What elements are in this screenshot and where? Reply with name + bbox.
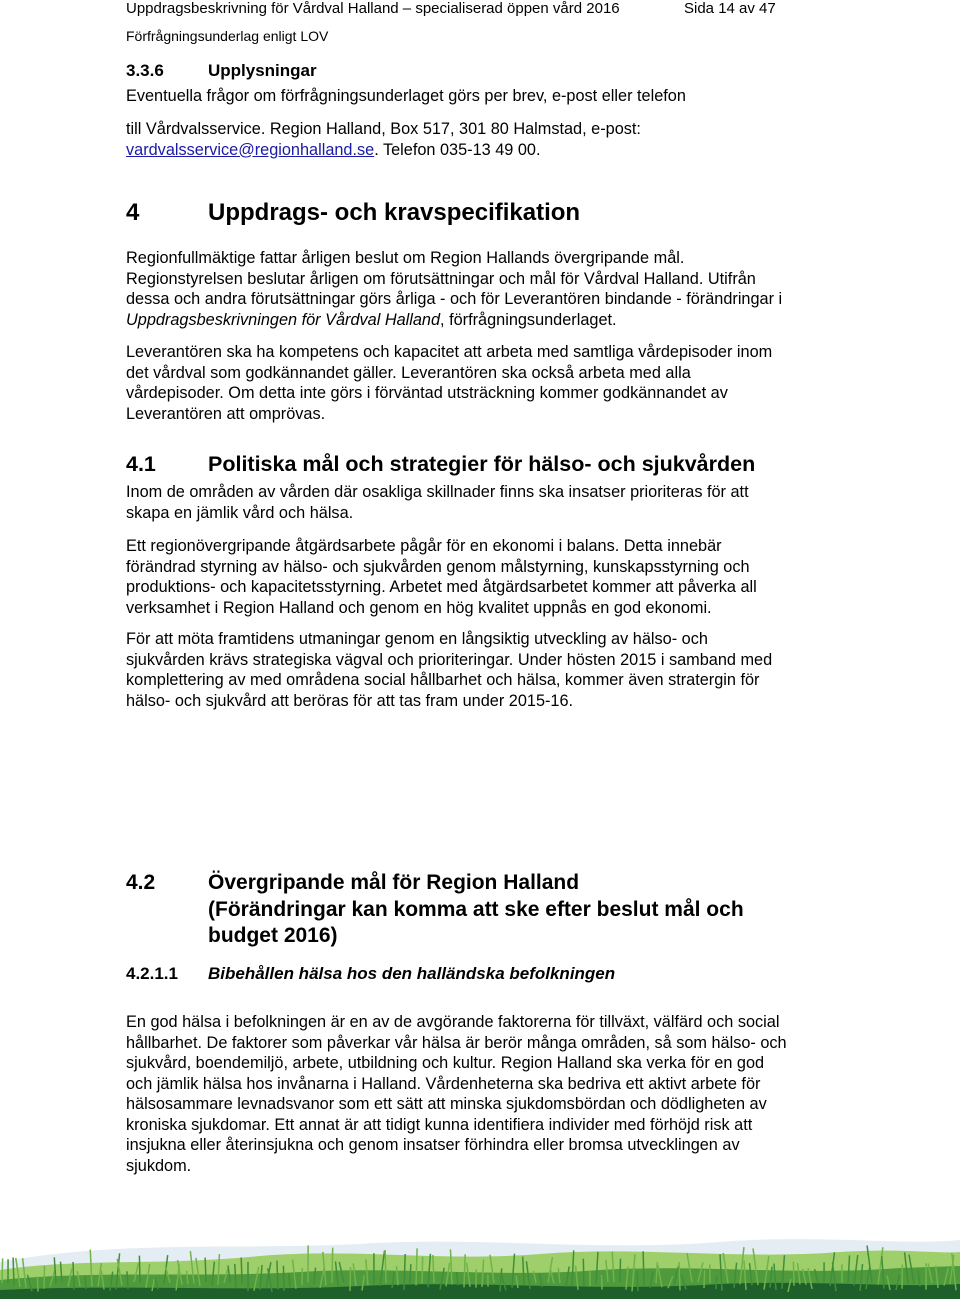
- section-title: [208, 870, 868, 950]
- document-title-italic: Uppdragsbeskrivningen för Vårdval Halland: [126, 310, 441, 329]
- section-title-line: (Förändringar kan komma att ske efter beslut mål och: [208, 897, 744, 921]
- paragraph-line: verksamhet i Region Halland och genom en hög kvalitet uppnås en god ekonomi.: [126, 598, 712, 617]
- header-title: Uppdragsbeskrivning för Vårdval Halland – specialiserad öppen vård 2016: [126, 0, 620, 17]
- paragraph-line: dessa och andra förutsättningar görs årliga - och för Leverantören bindande - förändringar i: [126, 290, 783, 308]
- grass-blade: [716, 1276, 717, 1289]
- contact-line: [126, 140, 846, 161]
- paragraph-line: En god hälsa i befolkningen är en av de avgörande faktorerna för tillväxt, välfärd och social: [126, 1013, 780, 1031]
- grass-blade: [583, 1259, 584, 1287]
- grass-blade: [679, 1262, 680, 1290]
- grass-blade: [643, 1251, 644, 1286]
- paragraph-line: Inom de områden av vården där osakliga skillnader finns ska insatser prioriteras för att: [126, 483, 749, 501]
- section-3-3-6-body: [126, 86, 846, 107]
- paragraph-line: kroniska sjukdomar. Ett annat är att tidigt kunna identifiera individer med förhöjd risk att: [126, 1115, 753, 1134]
- paragraph-line: hållbarhet. De faktorer som påverkar vår hälsa är berör många områden, så som hälso- och: [126, 1033, 787, 1052]
- paragraph-line: sjukvården krävs strategiska vägval och prioriteringar. Under hösten 2015 i samband med: [126, 650, 773, 669]
- paragraph-line: sjukvård, boendemiljö, arbete, utbildning och kultur. Region Halland ska verka för en god: [126, 1054, 765, 1072]
- paragraph-line: skapa en jämlik vård och hälsa.: [126, 503, 354, 522]
- paragraph-line-end: , förfrågningsunderlaget.: [440, 310, 617, 329]
- header-page-number: Sida 14 av 47: [684, 0, 776, 17]
- section-4-paragraph-2: [126, 342, 846, 424]
- grass-blade: [205, 1258, 206, 1282]
- grass-blade: [283, 1266, 284, 1291]
- paragraph-line: komplettering av med områdena social hållbarhet och hälsa, kommer även stratergin för: [126, 671, 760, 689]
- section-4-1-paragraph-1: [126, 482, 846, 523]
- section-4-heading: [126, 199, 580, 227]
- grass-blade: [704, 1270, 705, 1288]
- section-3-3-6-contact: [126, 119, 846, 160]
- paragraph-line: För att möta framtidens utmaningar genom en långsiktig utveckling av hälso- och: [126, 630, 708, 648]
- section-title: Bibehållen hälsa hos den halländska befolkningen: [208, 964, 616, 983]
- grass-blade: [385, 1250, 386, 1283]
- grass-blade: [73, 1262, 74, 1290]
- section-number: 4.2: [126, 871, 156, 894]
- section-4-1-heading: [126, 450, 755, 478]
- section-4-1-paragraph-3: [126, 629, 846, 711]
- paragraph-line: Regionstyrelsen beslutar årligen om förutsättningar och mål för Vårdval Halland. Utifrån: [126, 269, 756, 288]
- section-4-paragraph-1: [126, 248, 846, 330]
- section-number: 4: [126, 199, 140, 226]
- paragraph-line: Leverantören att omprövas.: [126, 404, 326, 423]
- section-title-line: budget 2016): [208, 924, 338, 947]
- section-4-2-1-1-heading: [126, 964, 615, 984]
- paragraph-line: det vårdval som godkännandet gäller. Leverantören ska också arbeta med alla: [126, 363, 691, 382]
- grass-blade: [37, 1276, 38, 1291]
- paragraph-line: Regionfullmäktige fattar årligen beslut om Region Hallands övergripande mål.: [126, 249, 685, 267]
- section-3-3-6-heading: [126, 61, 317, 81]
- grass-blade: [332, 1248, 333, 1283]
- paragraph-line: Leverantören ska ha kompetens och kapacitet att arbeta med samtliga vårdepisoder inom: [126, 343, 773, 361]
- grass-blade: [44, 1266, 45, 1289]
- paragraph-line-mixed: [126, 310, 846, 331]
- footer-grass-decoration: [0, 1222, 960, 1299]
- header-subtitle: Förfrågningsunderlag enligt LOV: [126, 28, 329, 44]
- grass-blade: [139, 1256, 140, 1283]
- grass-blade: [422, 1257, 423, 1283]
- section-title: Politiska mål och strategier för hälso- och sjukvården: [208, 452, 756, 476]
- paragraph-line: och jämlik hälsa hos invånarna i Halland. Vårdenheterna ska bedriva ett aktivt arbete för: [126, 1074, 761, 1093]
- grass-blade: [793, 1262, 794, 1286]
- paragraph-line: hälso- och sjukvård att beröras för att tas fram under 2015-16.: [126, 691, 574, 710]
- paragraph-line: Ett regionövergripande åtgärdsarbete pågår för en ekonomi i balans. Detta innebär: [126, 537, 722, 555]
- grass-blade: [2, 1258, 3, 1283]
- section-4-2-1-1-paragraph: [126, 1012, 846, 1176]
- section-title: Uppdrags- och kravspecifikation: [208, 199, 581, 226]
- section-title-line: Övergripande mål för Region Halland: [208, 871, 580, 894]
- paragraph-line: insjukna eller återinsjukna och genom insatser förhindra eller bromsa utvecklingen av: [126, 1136, 740, 1154]
- grass-blade: [350, 1267, 351, 1291]
- section-number: 4.2.1.1: [126, 964, 178, 983]
- grass-blade: [85, 1276, 86, 1289]
- section-number: 3.3.6: [126, 61, 164, 80]
- paragraph-line: sjukdom.: [126, 1156, 192, 1175]
- paragraph-line: hälsosammare levnadsvanor som ett sätt att minska sjukdomsbördan och dödligheten av: [126, 1095, 767, 1113]
- grass-blade: [241, 1257, 242, 1283]
- paragraph-line: Eventuella frågor om förfrågningsunderlaget görs per brev, e-post eller telefon: [126, 87, 686, 105]
- section-title: Upplysningar: [208, 61, 317, 80]
- phone-text: . Telefon 035-13 49 00.: [374, 140, 541, 159]
- grass-blade: [127, 1271, 128, 1289]
- paragraph-line: produktions- och kapacitetsstyrning. Arbetet med åtgärdsarbetet kommer att påverka all: [126, 578, 757, 596]
- section-4-1-paragraph-2: [126, 536, 846, 618]
- paragraph-line: till Vårdvalsservice. Region Halland, Box 517, 301 80 Halmstad, e-post:: [126, 120, 641, 138]
- section-number: 4.1: [126, 452, 156, 476]
- paragraph-line: vårdepisoder. Om detta inte görs i förväntad utsträckning kommer godkännandet av: [126, 384, 728, 402]
- email-link[interactable]: vardvalsservice@regionhalland.se: [126, 140, 375, 159]
- grass-blade: [410, 1264, 411, 1283]
- paragraph-line: förändrad styrning av hälso- och sjukvården genom målstyrning, kunskapsstyrning och: [126, 557, 750, 576]
- grass-blade: [13, 1258, 14, 1285]
